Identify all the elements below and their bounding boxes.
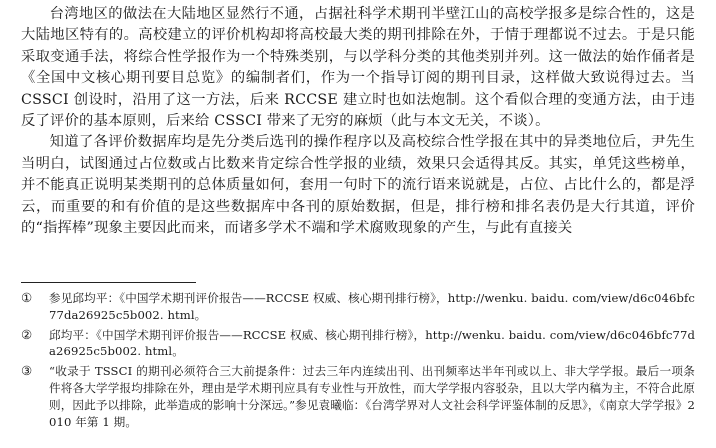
paragraph: 知道了各评价数据库均是先分类后选刊的操作程序以及高校综合性学报在其中的异类地位后，尹先生当明白，试图通过占位数或占比数来肯定综合性学报的业绩，效果只会适得其反。其实，单凭这些榜单，并不能真正说明某类期刊的总体质量如何，套用一句时下的流行语来说就是，占位、占比什么的，都是浮云，而重要的和有价值的是这些数据库中各刊的原始数据，但是，排行榜和排名表仍是大行其道，评价的“指挥棒”现象主要因此而来，而诸多学术不端和学术腐败现象的产生，与此有直接关 bbox=[21, 134, 695, 237]
footnote bbox=[21, 290, 695, 324]
footnote bbox=[21, 363, 695, 430]
footnote bbox=[21, 327, 695, 361]
footnote-text: “收录于 TSSCI 的期刊必须符合三大前提条件：过去三年内连续出刊、出刊频率达半年刊或以上、非大学学报。最后一项条件将各大学学报均排除在外，理由是学术期刊应具有专业性与开放性，而大学学报内容驳杂，且以大学内稿为主，不符合此原则，因此予以排除，此举造成的影响十分深远。”参见袁曦临：《台湾学界对人文社会科学评鉴体制的反思》，《南京大学学报》2010 年第 1 期。 bbox=[49, 364, 695, 429]
body-text bbox=[21, 4, 695, 239]
paragraph: 台湾地区的做法在大陆地区显然行不通，占据社科学术期刊半壁江山的高校学报多是综合性的，这是大陆地区特有的。高校建立的评价机构却将高校最大类的期刊排除在外，于情于理都说不过去。于是只能采取变通手法，将综合性学报作为一个特殊类别，与以学科分类的其他类别并列。这一做法的始作俑者是《全国中文核心期刊要目总览》的编制者们，作为一个指导订阅的期刊目录，这样做大致说得过去。当 CSSCI 创设时，沿用了这一方法，后来 RCCSE 建立时也如法炮制。这个看似合理的变通方法，由于违反了评价的基本原则，后来给 CSSCI 带来了无穷的麻烦（此与本文无关，不谈）。 bbox=[21, 6, 695, 130]
footnote-marker: ① bbox=[21, 290, 33, 305]
footnotes bbox=[21, 290, 695, 433]
footnote-text: 邱均平：《中国学术期刊评价报告——RCCSE 权威、核心期刊排行榜》，http://wenku. baidu. com/view/d6c046bfc77da26925c5b002. html。 bbox=[49, 327, 695, 359]
footnote-text: 参见邱均平：《中国学术期刊评价报告——RCCSE 权威、核心期刊排行榜》，http://wenku. baidu. com/view/d6c046bfc77da26925c5b002. html。 bbox=[49, 291, 695, 322]
footnote-separator bbox=[21, 282, 196, 283]
footnote-marker: ② bbox=[21, 326, 33, 342]
footnote-marker: ③ bbox=[21, 363, 33, 379]
